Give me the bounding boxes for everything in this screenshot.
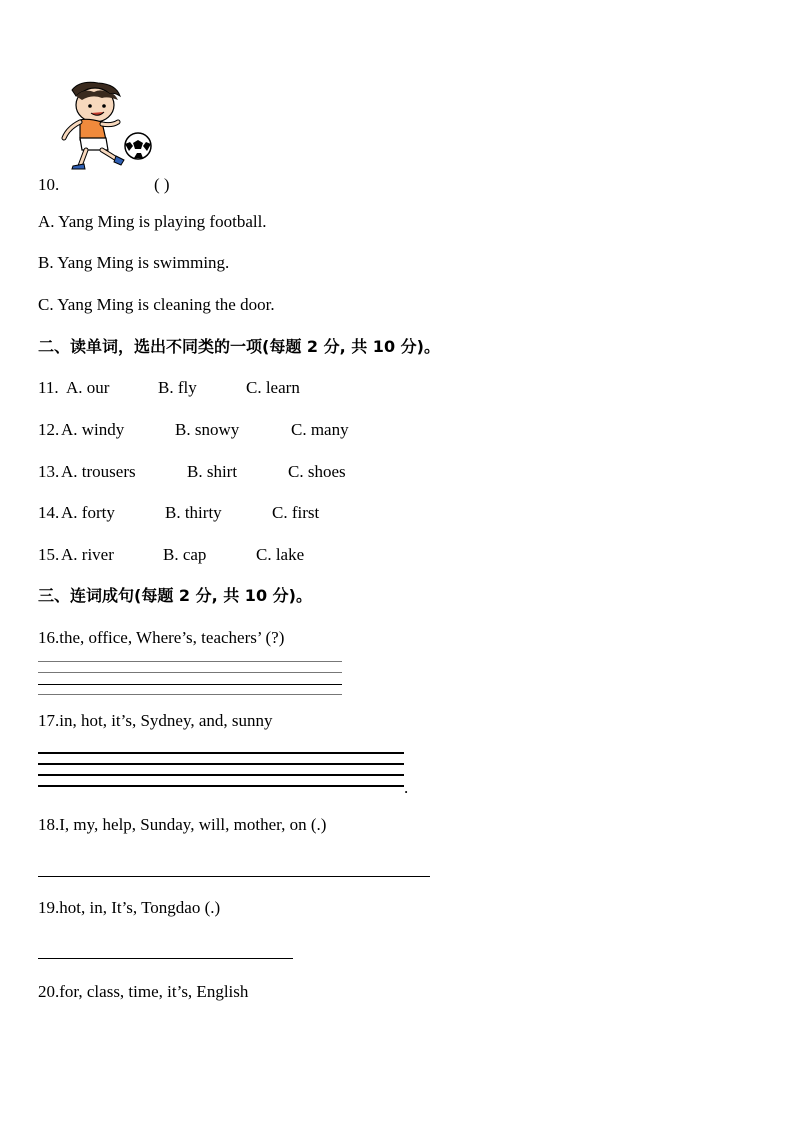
question-number: 12. [38, 420, 60, 439]
option-c: C. many [291, 420, 349, 439]
word-list: in, hot, it’s, Sydney, and, sunny [59, 711, 273, 730]
question-number: 17. [38, 711, 60, 730]
question-number: 11. [38, 378, 59, 397]
option-b: B. thirty [165, 503, 222, 522]
question-number: 14. [38, 503, 60, 522]
answer-line[interactable] [38, 876, 430, 877]
sentence-period: . [404, 778, 409, 797]
question-number: 13. [38, 462, 60, 481]
option-a: A. trousers [61, 462, 136, 481]
option-a: A. forty [61, 503, 115, 522]
answer-line[interactable] [38, 672, 342, 673]
word-list: I, my, help, Sunday, will, mother, on (.) [59, 815, 327, 834]
section-2-heading: 二、读单词，选出不同类的一项(每题 2 分, 共 10 分)。 [38, 337, 440, 356]
question-number: 19. [38, 898, 60, 917]
option-c: C. first [272, 503, 320, 522]
answer-line[interactable] [38, 958, 293, 959]
question-17-row [38, 711, 273, 731]
answer-blank: ( ) [154, 175, 170, 194]
option-c: C. Yang Ming is cleaning the door. [38, 295, 275, 314]
answer-line[interactable] [38, 684, 342, 685]
option-b: B. Yang Ming is swimming. [38, 253, 230, 272]
option-a: A. our [66, 378, 110, 397]
option-c: C. lake [256, 545, 305, 564]
option-a: A. Yang Ming is playing football. [38, 212, 267, 231]
option-c: C. shoes [288, 462, 346, 481]
word-list: for, class, time, it’s, English [59, 982, 249, 1001]
question-10-row [38, 175, 59, 195]
option-a: A. river [61, 545, 114, 564]
option-b: B. snowy [175, 420, 240, 439]
section-3-heading: 三、连词成句(每题 2 分, 共 10 分)。 [38, 586, 312, 605]
option-b: B. fly [158, 378, 197, 397]
question-number: 20. [38, 982, 60, 1001]
question-18-row [38, 815, 326, 835]
option-c: C. learn [246, 378, 300, 397]
question-number: 16. [38, 628, 60, 647]
answer-line[interactable] [38, 774, 404, 776]
question-number: 10. [38, 175, 60, 194]
boy-playing-football-illustration [58, 80, 158, 170]
word-list: hot, in, It’s, Tongdao (.) [59, 898, 221, 917]
answer-line[interactable] [38, 661, 342, 662]
answer-line[interactable] [38, 752, 404, 754]
question-20-row [38, 982, 248, 1002]
question-19-row [38, 898, 220, 918]
option-b: B. shirt [187, 462, 238, 481]
option-a: A. windy [61, 420, 125, 439]
answer-line[interactable] [38, 694, 342, 695]
answer-line[interactable] [38, 785, 404, 787]
question-number: 15. [38, 545, 60, 564]
answer-line[interactable] [38, 763, 404, 765]
word-list: the, office, Where’s, teachers’ (?) [59, 628, 285, 647]
question-16-row [38, 628, 284, 648]
option-b: B. cap [163, 545, 207, 564]
question-number: 18. [38, 815, 60, 834]
